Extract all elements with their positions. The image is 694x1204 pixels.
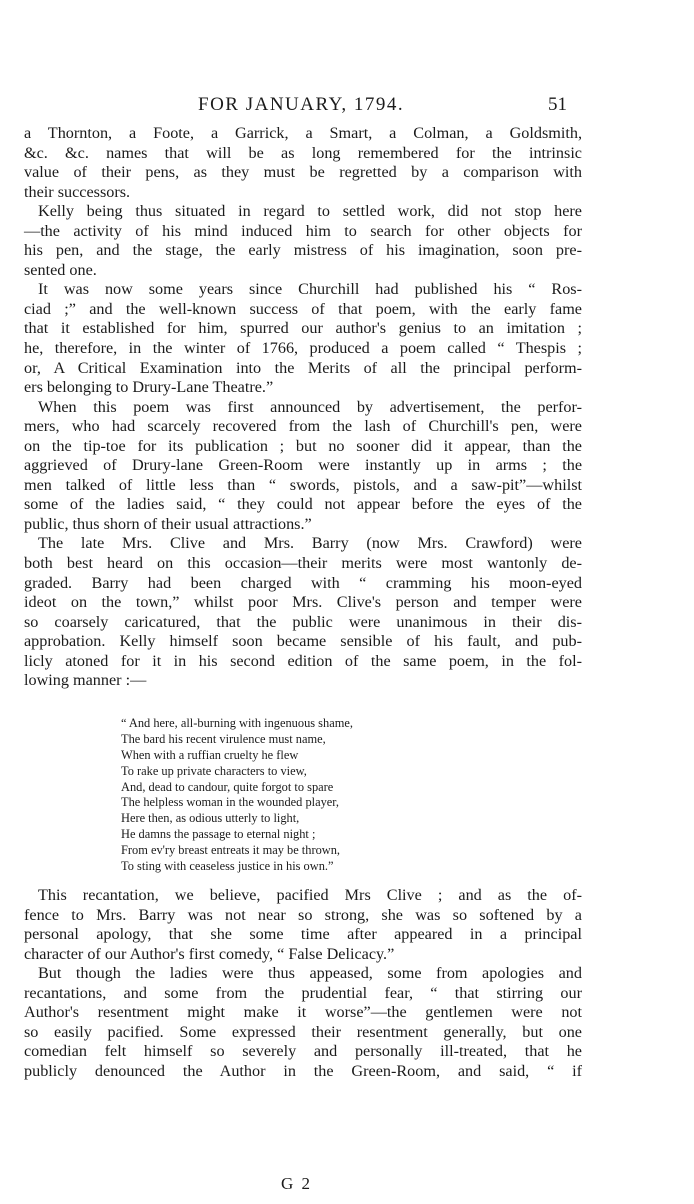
text-block-before-poem [24,124,582,691]
text-line: It was now some years since Churchill had published his “ Ros- [38,280,582,299]
text-line: lowing manner :— [24,671,147,690]
text-line: ideot on the town,” whilst poor Mrs. Clive's person and temper were [24,593,582,612]
text-line: so easily pacified. Some expressed their resentment generally, but one [24,1022,582,1041]
signature-mark: G 2 [281,1174,313,1193]
poem-line: Here then, as odious utterly to light, [121,811,300,826]
poem-line: “ And here, all-burning with ingenuous shame, [121,716,353,730]
text-line: or, A Critical Examination into the Merits of all the principal perform- [24,358,582,377]
text-line: that it established for him, spurred our author's genius to an imitation ; [24,319,582,338]
text-line: recantations, and some from the prudential fear, “ that stirring our [24,983,582,1002]
poem-line: To rake up private characters to view, [121,763,307,778]
text-line: value of their pens, as they must be regretted by a comparison with [24,163,582,182]
text-line: The late Mrs. Clive and Mrs. Barry (now Mrs. Crawford) were [38,534,582,553]
text-line: some of the ladies said, “ they could not appear before the eyes of the [24,495,582,514]
text-line: a Thornton, a Foote, a Garrick, a Smart, a Colman, a Goldsmith, [24,124,582,142]
text-line: sented one. [24,260,97,279]
text-line: public, thus shorn of their usual attractions.” [24,514,312,533]
text-line: fence to Mrs. Barry was not near so strong, she was so softened by a [24,905,582,924]
text-line: mers, who had scarcely recovered from the lash of Churchill's pen, were [24,417,582,436]
text-line: on the tip-toe for its publication ; but no sooner did it appear, than the [24,436,582,455]
text-line: aggrieved of Drury-lane Green-Room were instantly up in arms ; the [24,456,582,475]
text-line: —the activity of his mind induced him to search for other objects for [24,221,582,240]
text-line: ciad ;” and the well-known success of that poem, with the early fame [24,299,582,318]
text-line: men talked of little less than “ swords, pistols, and a saw-pit”—whilst [24,475,582,494]
text-line: so coarsely caricatured, that the public were unanimous in their dis- [24,612,582,631]
poem-line: He damns the passage to eternal night ; [121,827,316,842]
text-line: approbation. Kelly himself soon became sensible of his fault, and pub- [24,632,582,651]
poem-quotation [121,716,353,875]
poem-line: From ev'ry breast entreats it may be thrown, [121,843,341,858]
text-line: character of our Author's first comedy, “ False Delicacy.” [24,944,395,963]
poem-line: And, dead to candour, quite forgot to spare [121,779,334,794]
page-number: 51 [548,94,567,115]
text-line: But though the ladies were thus appeased, some from apologies and [38,964,582,983]
text-line: he, therefore, in the winter of 1766, produced a poem called “ Thespis ; [24,339,582,358]
poem-line: The helpless woman in the wounded player, [121,795,340,810]
text-line: personal apology, that she some time after appeared in a principal [24,925,582,944]
text-line: When this poem was first announced by advertisement, the perfor- [38,397,582,416]
text-line: publicly denounced the Author in the Green-Room, and said, “ if [24,1061,582,1080]
text-line: their successors. [24,182,131,201]
poem-line: When with a ruffian cruelty he flew [121,747,299,762]
text-line: graded. Barry had been charged with “ cramming his moon-eyed [24,573,582,592]
text-line: licly atoned for it in his second edition of the same poem, in the fol- [24,651,582,670]
text-line: Author's resentment might make it worse”—the gentlemen were not [24,1003,582,1022]
text-line: his pen, and the stage, the early mistress of his imagination, soon pre- [24,241,582,260]
text-line: This recantation, we believe, pacified Mrs Clive ; and as the of- [38,886,582,904]
poem-line: The bard his recent virulence must name, [121,731,326,746]
text-line: &c. &c. names that will be as long remembered for the intrinsic [24,143,582,162]
text-line: Kelly being thus situated in regard to settled work, did not stop here [38,202,582,221]
text-block-after-poem [24,886,582,1081]
text-line: comedian felt himself so severely and personally ill-treated, that he [24,1042,582,1061]
text-line: both best heard on this occasion—their merits were most wantonly de- [24,554,582,573]
running-head: FOR JANUARY, 1794. [198,94,405,115]
text-line: ers belonging to Drury-Lane Theatre.” [24,378,274,397]
poem-line: To sting with ceaseless justice in his own.” [121,859,334,874]
